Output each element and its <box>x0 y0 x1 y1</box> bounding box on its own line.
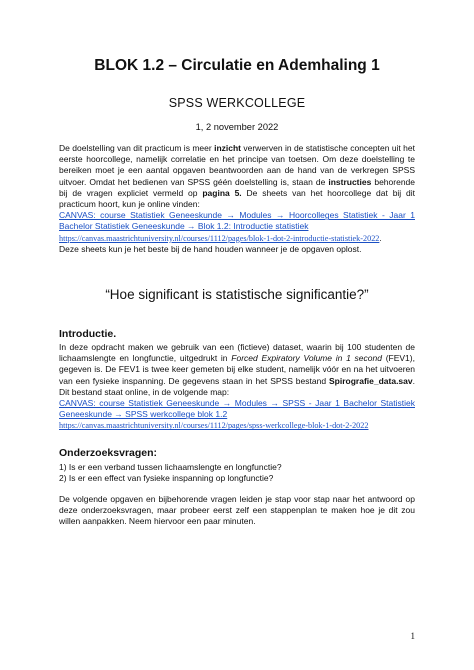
document-subtitle: SPSS WERKCOLLEGE <box>168 96 306 110</box>
spss-url-link[interactable]: https://canvas.maastrichtuniversity.nl/courses/1112/pages/spss-werkcollege-blok-1-dot-2-2022 <box>59 421 369 431</box>
intro-text-2: verwerven in de statistische concepten uit het eerste hoorcollege, namelijk correlatie en het principe van toetsen. Om deze doelstelling te bereiken moet je een aantal opgaven beantwoorden aan de hand van de verkregen SPSS uitvoer. Omdat het bedienen van SPSS géén doelstelling is, staan de <box>59 143 415 187</box>
canvas-hoorcollege-path[interactable] <box>59 210 415 232</box>
onderzoeksvragen-heading: Onderzoeksvragen: <box>59 447 158 459</box>
introductie-text-1: In deze opdracht maken we gebruik van een (fictieve) dataset, waarin bij 100 studenten de lichaamslengte en longfunctie, uitgedrukt in <box>59 342 415 364</box>
document-date: 1, 2 november 2022 <box>195 122 279 132</box>
introductie-paragraph <box>59 342 415 398</box>
introductie-section <box>59 342 415 432</box>
question-2: 2) Is er een effect van fysieke inspanning op longfunctie? <box>59 473 274 484</box>
page-number: 1 <box>410 631 415 641</box>
intro-section <box>59 143 415 255</box>
document-title: BLOK 1.2 – Circulatie en Ademhaling 1 <box>94 57 380 74</box>
intro-paragraph <box>59 143 415 210</box>
hoorcollege-url-line <box>59 233 415 244</box>
intro-bold-instructies: instructies <box>328 176 372 187</box>
url-period: . <box>379 232 382 243</box>
introductie-text-2: (FEV1), gegeven is. De FEV1 is twee keer gemeten bij elke student, namelijk vóór en na het uitvoeren van een fysieke inspanning. De gegevens staan in het SPSS bestand <box>59 353 415 386</box>
closing-section <box>59 494 415 528</box>
introductie-heading: Introductie. <box>59 328 117 340</box>
sheets-note: Deze sheets kun je het beste bij de hand houden wanneer je de opgaven oplost. <box>59 243 362 254</box>
introductie-italic-fev: Forced Expiratory Volume in 1 second <box>231 353 382 364</box>
introductie-text-3: . Dit bestand staat online, in de volgende map: <box>59 375 415 397</box>
intro-bold-pagina: pagina 5. <box>202 187 242 198</box>
intro-bold-inzicht: inzicht <box>214 143 241 153</box>
spss-url-line <box>59 420 415 431</box>
introductie-bold-filename: Spirografie_data.sav <box>329 375 413 386</box>
intro-text-3: behorende bij de vragen expliciet vermeld op <box>59 176 415 198</box>
canvas-spss-link[interactable]: CANVAS: course Statistiek Geneeskunde → Modules → SPSS - Jaar 1 Bachelor Statistiek Geneeskunde → SPSS werkcollege blok 1.2 <box>59 398 415 420</box>
hoorcollege-url-link[interactable]: https://canvas.maastrichtuniversity.nl/courses/1112/pages/blok-1-dot-2-introductie-statistiek-2022 <box>59 233 380 243</box>
intro-text-1: De doelstelling van dit practicum is meer <box>59 143 215 153</box>
quote-heading: “Hoe significant is statistische significantie?” <box>105 287 369 302</box>
onderzoeksvragen-section <box>59 462 415 484</box>
intro-text-4: De sheets van het hoorcollege dat bij dit practicum hoort, kun je online vinden: <box>59 187 416 210</box>
canvas-spss-path[interactable] <box>59 398 415 420</box>
question-1: 1) Is er een verband tussen lichaamslengte en longfunctie? <box>59 462 282 472</box>
closing-paragraph: De volgende opgaven en bijbehorende vragen leiden je stap voor stap naar het antwoord op deze onderzoeksvragen, maar probeer eerst zelf een stappenplan te maken hoe je dit zou willen aanpakken. Neem hiervoor een paar minuten. <box>59 494 415 527</box>
canvas-hoorcollege-link[interactable]: CANVAS: course Statistiek Geneeskunde → Modules → Hoorcolleges Statistiek - Jaar 1 Bachelor Statistiek Geneeskunde → Blok 1.2: Introductie statistiek <box>59 210 415 232</box>
